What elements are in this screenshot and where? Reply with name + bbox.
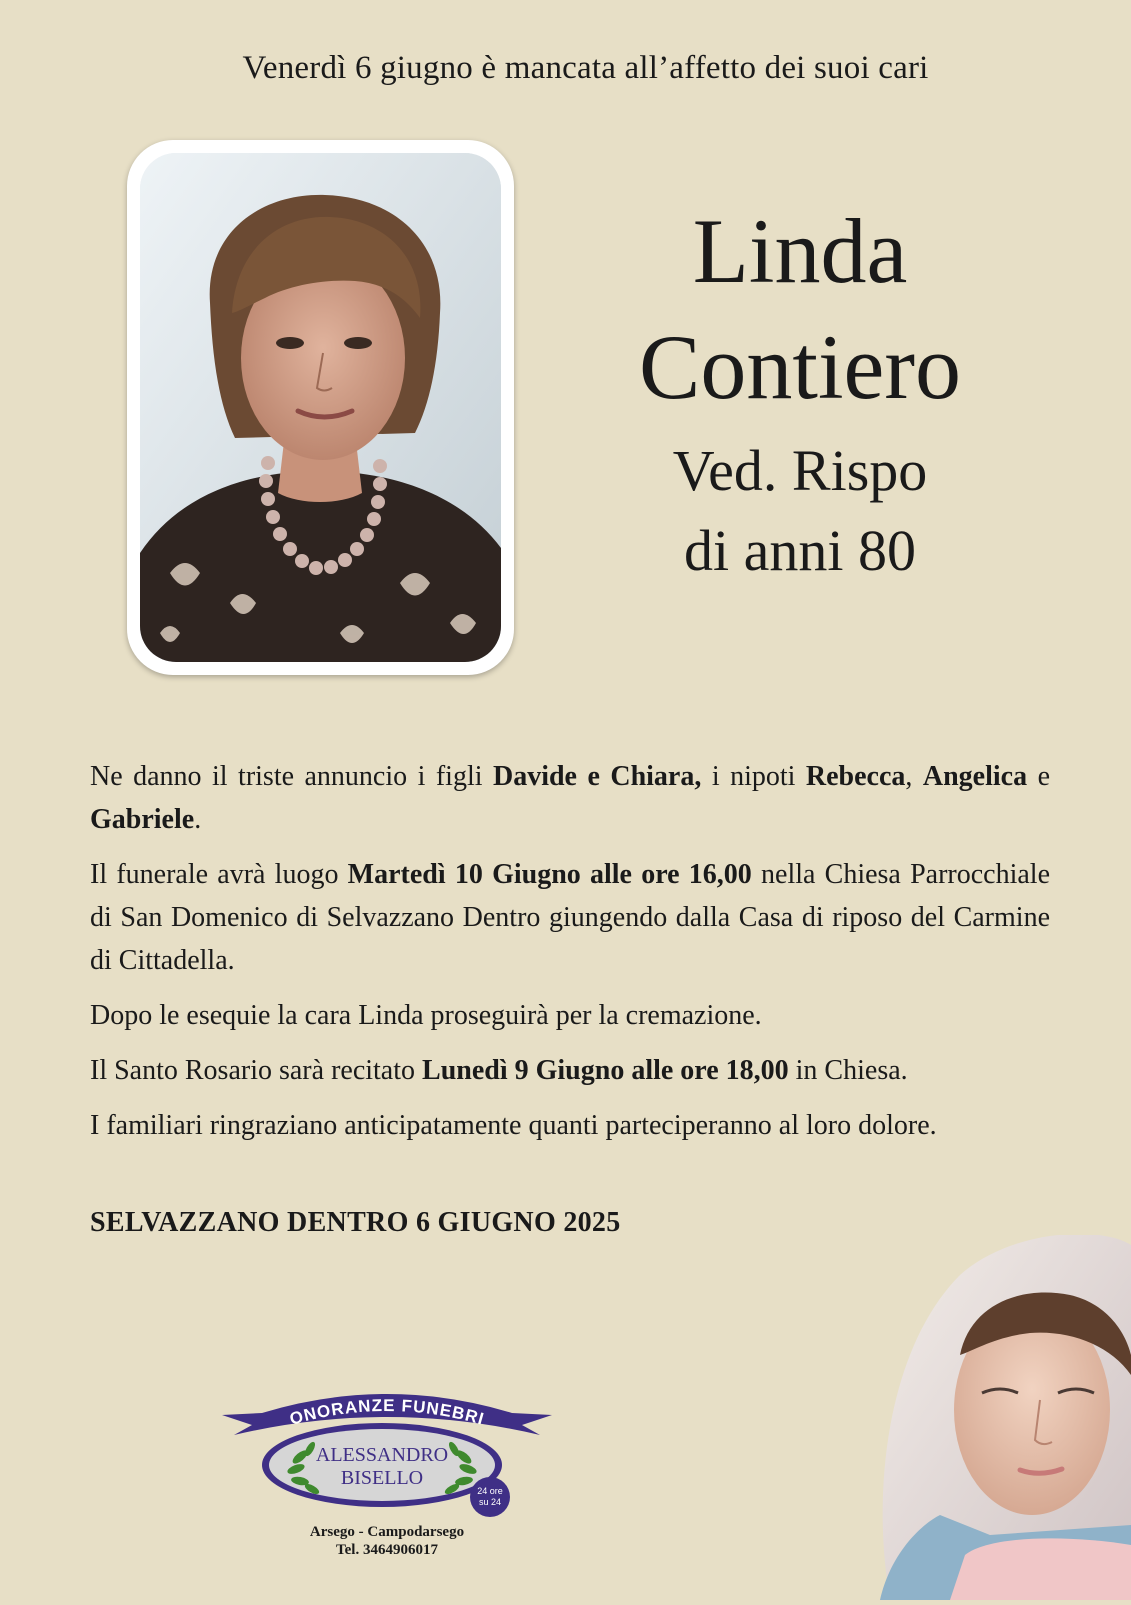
logo-badge-line2: su 24 xyxy=(478,1497,502,1507)
portrait-illustration xyxy=(140,153,501,662)
text-span: Il Santo Rosario sarà recitato xyxy=(90,1055,423,1086)
rosary-datetime: Lunedì 9 Giugno alle ore 18,00 xyxy=(422,1055,789,1086)
text-span: Ne danno il triste annuncio i figli xyxy=(90,761,493,792)
first-name: Linda xyxy=(692,200,908,302)
intro-line: Venerdì 6 giugno è mancata all’affetto dei suoi cari xyxy=(242,50,929,86)
last-name: Contiero xyxy=(639,316,961,418)
text-span: in Chiesa. xyxy=(788,1055,908,1086)
logo-banner: ONORANZE FUNEBRI xyxy=(287,1395,487,1429)
funeral-home-phone: Tel. 3464906017 xyxy=(336,1542,438,1558)
logo-name-line1: ALESSANDRO xyxy=(315,1444,449,1466)
grandchild-name: Gabriele xyxy=(90,804,195,835)
logo-badge-line1: 24 ore xyxy=(477,1486,503,1496)
grandchild-name: Rebecca xyxy=(805,761,906,792)
widow-of: Ved. Rispo xyxy=(672,438,928,503)
announcement-cremation: Dopo le esequie la cara Linda proseguirà per la cremazione. xyxy=(90,1000,762,1031)
text-span: i nipoti xyxy=(701,761,806,792)
text-span: . xyxy=(194,804,202,835)
portrait-frame xyxy=(127,140,514,675)
text-span: e xyxy=(1027,761,1050,792)
funeral-home-logo-graphic xyxy=(222,1393,552,1523)
portrait-photo xyxy=(140,153,501,662)
announcement-family xyxy=(90,755,1050,841)
funeral-datetime: Martedì 10 Giugno alle ore 16,00 xyxy=(347,859,752,890)
announcement-funeral xyxy=(90,853,1050,982)
grandchild-name: Angelica xyxy=(922,761,1028,792)
announcement-thanks: I familiari ringraziano anticipatamente quanti parteciperanno al loro dolore. xyxy=(90,1110,937,1141)
deceased-name-block xyxy=(560,195,1040,591)
funeral-home-contact xyxy=(222,1523,552,1559)
age: di anni 80 xyxy=(684,518,916,583)
place-date: SELVAZZANO DENTRO 6 GIUGNO 2025 xyxy=(90,1207,621,1238)
announcement-rosary xyxy=(90,1049,1050,1092)
logo-name-line2: BISELLO xyxy=(340,1467,424,1489)
announcement-text xyxy=(90,755,1050,1159)
children-names: Davide e Chiara, xyxy=(492,761,702,792)
madonna-image xyxy=(870,1235,1131,1600)
madonna-illustration xyxy=(870,1235,1131,1600)
text-span: Il funerale avrà luogo xyxy=(90,859,348,890)
text-span: , xyxy=(905,761,923,792)
funeral-home-address: Arsego - Campodarsego xyxy=(309,1524,465,1540)
text-span: nella Chiesa Parrocchiale di San Domenico di Selvazzano Dentro giungendo dalla Casa di riposo del Carmine di Cittadella. xyxy=(90,859,1051,976)
